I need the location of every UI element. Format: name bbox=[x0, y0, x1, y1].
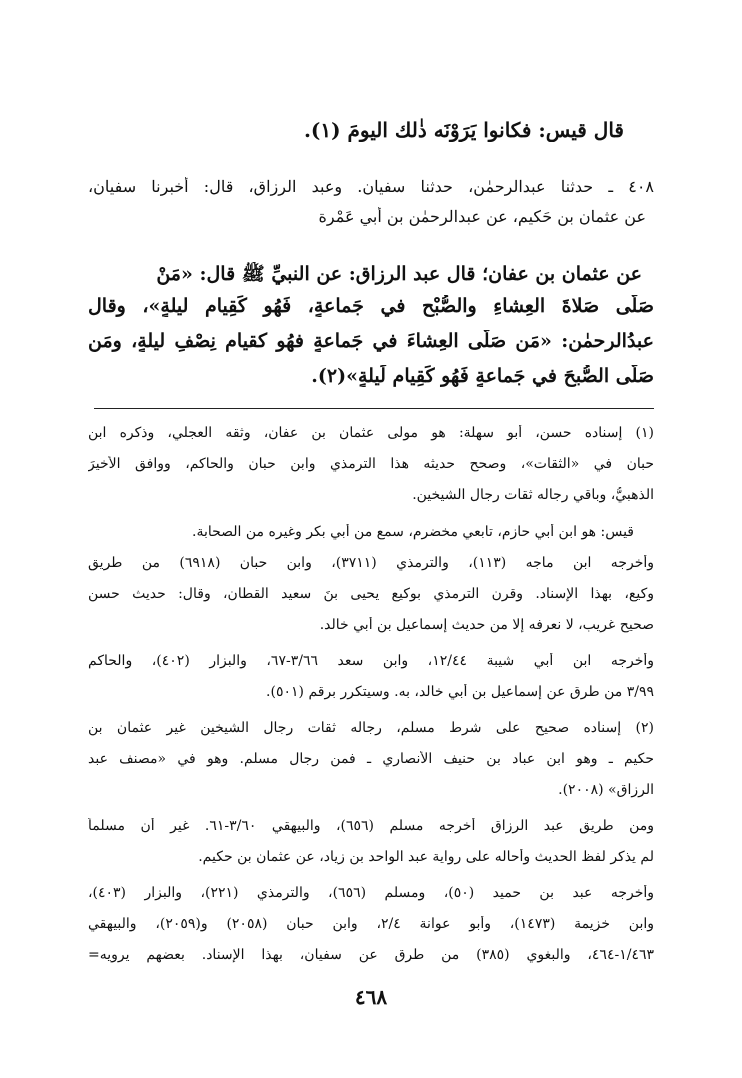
page-number: ٤٦٨ bbox=[354, 985, 388, 1009]
footnote-line: قيس: هو ابن أبي حازم، تابعي مخضرم، سمع من أبي بكر وغيره من الصحابة. bbox=[192, 524, 634, 540]
hadith-text-line: صَلَّى صَلاةَ العِشاءِ والصُّبْحِ في جَماعةٍ، فَهُو كَقِيامِ ليلةٍ»، وقال bbox=[88, 295, 654, 317]
footnote-line: وأخرجه ابن أبي شيبة ١٢/٤٤، وابن سعد ٣/٦٦-٦٧، والبزار (٤٠٢)، والحاكم bbox=[88, 653, 654, 669]
footnote-line: صحيح غريب، لا نعرفه إلا من حديث إسماعيل بن أبي خالد. bbox=[319, 617, 654, 633]
footnote-line: الذهبيُّ، وباقي رجاله ثقات رجال الشيخين. bbox=[412, 487, 654, 503]
main-text-line: قال قيس: فكانوا يَرَوْنَه ذٰلك اليومَ (١). bbox=[303, 118, 624, 142]
isnad-line: عن عثمان بن حَكيم، عن عبدالرحمٰن بن أبي عَمْرة bbox=[318, 207, 646, 226]
footnote-separator bbox=[94, 408, 654, 409]
footnote-line: الرزاق» (٢٠٠٨). bbox=[558, 782, 654, 798]
hadith-text-line: عبدُالرحمٰن: «مَن صَلَّى العِشاءَ في جَماعةٍ فهُو كقيامِ نِصْفِ ليلةٍ، ومَن bbox=[88, 330, 654, 352]
footnote-line: حكيم ـ وهو ابن عباد بن حنيف الأنصاري ـ فمن رجال مسلم. وهو في «مصنف عبد bbox=[88, 751, 654, 767]
footnote-line: حبان في «الثقات»، وصحح حديثه هذا الترمذي وابن حبان والحاكم، ووافق الأخيرَ bbox=[88, 456, 654, 472]
footnote-line: ١/٤٦٣-٤٦٤، والبغوي (٣٨٥) من طرق عن سفيان، بهذا الإسناد. بعضهم يرويه= bbox=[88, 947, 654, 963]
footnote-line: (١) إسناده حسن، أبو سهلة: هو مولى عثمان بن عفان، وثقه العجلي، وذكره ابن bbox=[88, 425, 654, 441]
hadith-text-line: صَلَّى الصُّبحَ في جَماعةٍ فَهُو كَقِيامِ لَيلةٍ»(٢). bbox=[311, 365, 654, 387]
footnote-line: (٢) إسناده صحيح على شرط مسلم، رجاله ثقات رجال الشيخين غير عثمان بن bbox=[88, 720, 654, 736]
hadith-number-line: ٤٠٨ ـ حدثنا عبدالرحمٰن، حدثنا سفيان. وعبد الرزاق، قال: أخبرنا سفيان، bbox=[88, 177, 654, 196]
footnote-line: ومن طريق عبد الرزاق أخرجه مسلم (٦٥٦)، والبيهقي ٣/٦٠-٦١. غير أن مسلماً bbox=[88, 818, 654, 834]
footnote-line: وكيع، بهذا الإسناد. وقرن الترمذي بوكيع يحيى بنَ سعيد القطان، وقال: حديث حسن bbox=[88, 586, 654, 602]
hadith-text-line: عن عثمان بن عفان؛ قال عبد الرزاق: عن النبيِّ ﷺ قال: «مَنْ bbox=[156, 263, 642, 285]
footnote-line: وابن خزيمة (١٤٧٣)، وأبو عوانة ٢/٤، وابن حبان (٢٠٥٨) و(٢٠٥٩)، والبيهقي bbox=[88, 916, 654, 932]
footnote-line: ٣/٩٩ من طرق عن إسماعيل بن أبي خالد، به. وسيتكرر برقم (٥٠١). bbox=[266, 684, 654, 700]
footnote-line: وأخرجه عبد بن حميد (٥٠)، ومسلم (٦٥٦)، والترمذي (٢٢١)، والبزار (٤٠٣)، bbox=[88, 885, 654, 901]
footnote-line: لم يذكر لفظ الحديث وأحاله على رواية عبد الواحد بن زياد، عن عثمان بن حكيم. bbox=[198, 849, 654, 865]
footnote-line: وأخرجه ابن ماجه (١١٣)، والترمذي (٣٧١١)، وابن حبان (٦٩١٨) من طريق bbox=[88, 555, 654, 571]
